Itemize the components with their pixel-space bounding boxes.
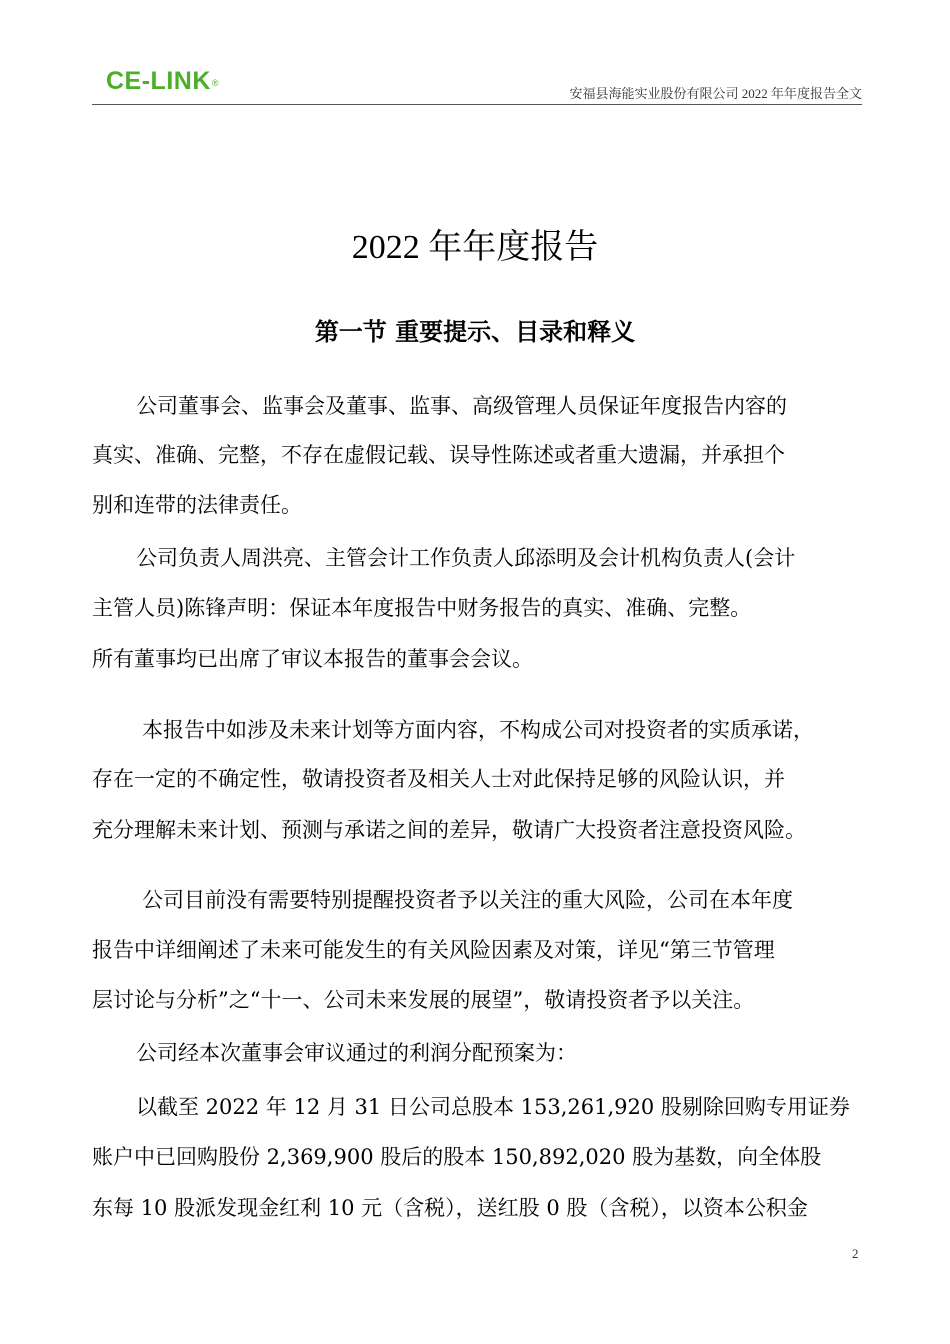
body-line: 账户中已回购股份 2,369,900 股后的股本 150,892,020 股为基数，向全体股 (92, 1145, 822, 1169)
header-divider (92, 104, 862, 105)
body-line: 以截至 2022 年 12 月 31 日公司总股本 153,261,920 股剔除回购专用证券 (136, 1095, 850, 1119)
body-line: 东每 10 股派发现金红利 10 元（含税），送红股 0 股（含税），以资本公积金 (92, 1196, 808, 1220)
body-line: 公司经本次董事会审议通过的利润分配预案为： (136, 1041, 577, 1065)
document-title: 2022 年年度报告 (351, 229, 599, 266)
company-logo (106, 66, 219, 96)
body-line: 报告中详细阐述了未来可能发生的有关风险因素及对策，详见“第三节管理 (92, 938, 775, 962)
body-line: 主管人员)陈锋声明：保证本年度报告中财务报告的真实、准确、完整。 (92, 596, 752, 620)
body-line: 公司董事会、监事会及董事、监事、高级管理人员保证年度报告内容的 (136, 394, 787, 418)
section-title: 第一节 重要提示、目录和释义 (314, 317, 636, 346)
logo-text: CE-LINK (106, 67, 211, 95)
page-number: 2 (852, 1246, 859, 1261)
header-report-title: 安福县海能实业股份有限公司 2022 年年度报告全文 (569, 86, 862, 101)
body-line: 公司负责人周洪亮、主管会计工作负责人邱添明及会计机构负责人(会计 (136, 546, 796, 570)
body-line: 本报告中如涉及未来计划等方面内容，不构成公司对投资者的实质承诺， (142, 718, 814, 742)
body-line: 层讨论与分析”之“十一、公司未来发展的展望”，敬请投资者予以关注。 (92, 988, 755, 1012)
body-line: 充分理解未来计划、预测与承诺之间的差异，敬请广大投资者注意投资风险。 (92, 818, 806, 842)
body-line: 别和连带的法律责任。 (92, 493, 302, 517)
body-line: 公司目前没有需要特别提醒投资者予以关注的重大风险，公司在本年度 (142, 888, 793, 912)
registered-mark: ® (211, 78, 220, 88)
body-line: 真实、准确、完整，不存在虚假记载、误导性陈述或者重大遗漏，并承担个 (92, 443, 785, 467)
page-header (92, 66, 862, 106)
body-line: 存在一定的不确定性，敬请投资者及相关人士对此保持足够的风险认识，并 (92, 767, 785, 791)
body-line: 所有董事均已出席了审议本报告的董事会会议。 (92, 647, 533, 671)
